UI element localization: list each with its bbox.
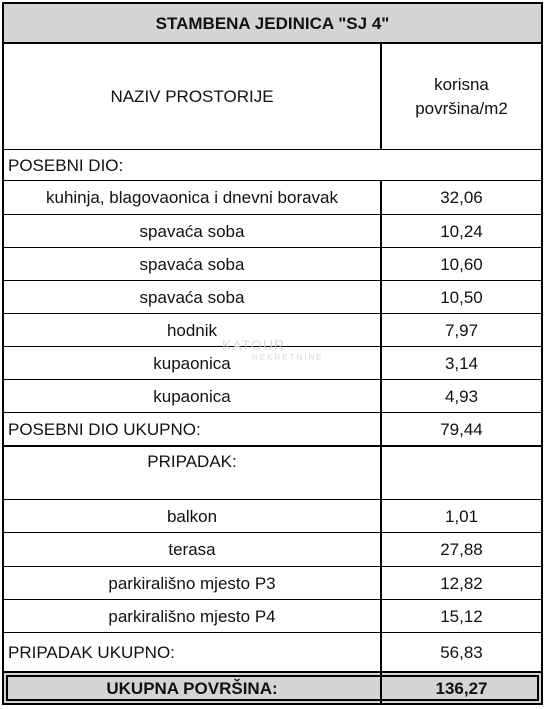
column-header-name: NAZIV PROSTORIJE	[110, 87, 274, 106]
room-area: 10,24	[440, 221, 483, 241]
subtotal-row-posebni	[4, 413, 541, 447]
section-row-pripadak	[4, 447, 541, 500]
room-name: terasa	[168, 540, 216, 559]
room-area: 12,82	[440, 573, 483, 593]
room-area: 27,88	[440, 540, 483, 559]
room-area: 32,06	[440, 188, 483, 207]
subtotal-row-pripadak	[4, 633, 541, 673]
room-area: 7,97	[444, 320, 479, 340]
grand-total-label: UKUPNA POVRŠINA:	[106, 678, 278, 698]
grand-total-area: 136,27	[435, 678, 488, 698]
room-area: 4,93	[444, 386, 479, 406]
table-row	[4, 347, 541, 380]
table-row	[4, 380, 541, 413]
section-row-posebni-dio	[4, 150, 541, 181]
room-name: parkirališno mjesto P4	[108, 606, 276, 626]
room-name: kupaonica	[153, 353, 231, 373]
room-area: 3,14	[444, 353, 479, 373]
room-area: 15,12	[440, 606, 483, 626]
table-row	[4, 314, 541, 347]
section-label: PRIPADAK:	[147, 452, 237, 471]
section-label: POSEBNI DIO:	[8, 155, 124, 175]
subtotal-label: POSEBNI DIO UKUPNO:	[8, 419, 201, 439]
column-header-row	[4, 44, 541, 150]
grand-total-row	[4, 673, 541, 703]
room-name: kupaonica	[153, 386, 231, 406]
table-row	[4, 215, 541, 248]
watermark: KATOUR NEKRETNINE	[222, 337, 324, 362]
room-name: spavaća soba	[139, 287, 245, 307]
table-row	[4, 248, 541, 281]
room-name: balkon	[166, 506, 218, 526]
table-row	[4, 500, 541, 533]
area-table	[2, 2, 543, 705]
table-title-row	[4, 4, 541, 44]
room-name: spavaća soba	[139, 221, 245, 241]
table-row	[4, 181, 541, 215]
room-name: kuhinja, blagovaonica i dnevni boravak	[45, 188, 339, 207]
subtotal-label: PRIPADAK UKUPNO:	[8, 642, 175, 662]
subtotal-area: 79,44	[440, 419, 483, 439]
room-name: spavaća soba	[139, 254, 245, 274]
column-header-area: korisna površina/m2	[415, 74, 508, 118]
room-area: 1,01	[444, 506, 479, 526]
table-row	[4, 600, 541, 633]
room-name: parkirališno mjesto P3	[108, 573, 276, 593]
room-area: 10,50	[440, 287, 483, 307]
table-title: STAMBENA JEDINICA "SJ 4"	[155, 13, 390, 33]
room-area: 10,60	[440, 254, 483, 274]
table-row	[4, 567, 541, 600]
table-row	[4, 533, 541, 567]
table-row	[4, 281, 541, 314]
subtotal-area: 56,83	[440, 642, 483, 662]
room-name: hodnik	[166, 320, 218, 340]
